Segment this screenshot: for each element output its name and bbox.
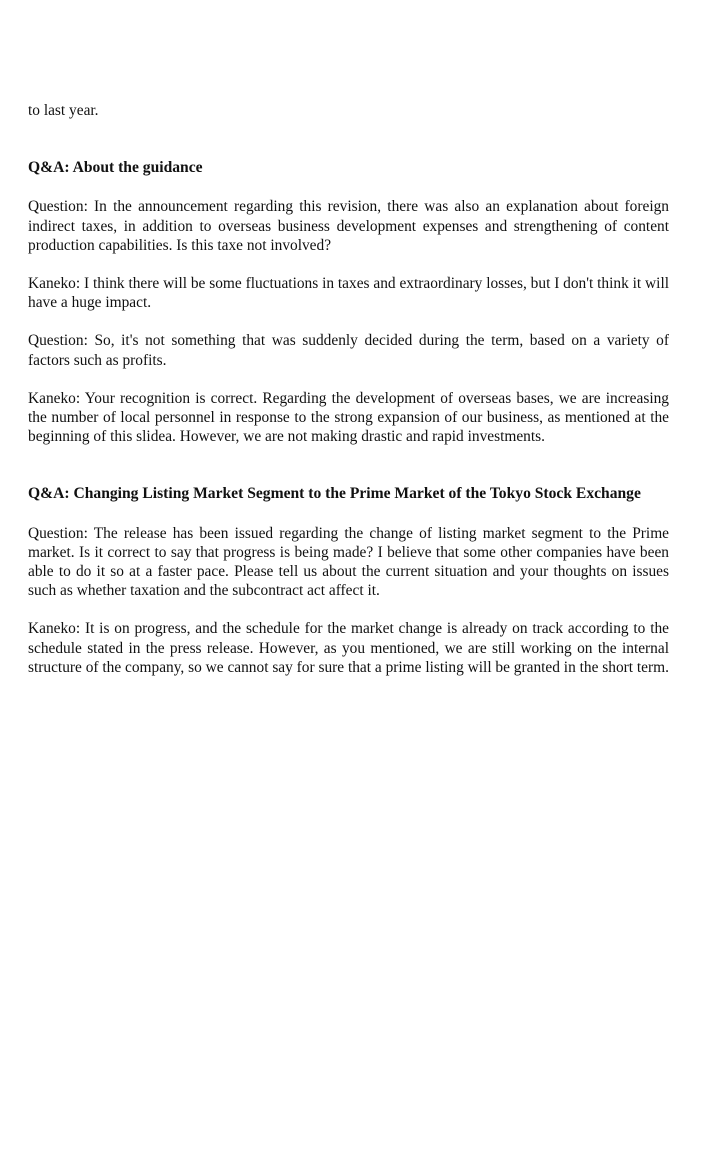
answer-paragraph: Kaneko: I think there will be some fluctuations in taxes and extraordinary losses, but I don't think it will have a huge impact. xyxy=(28,275,669,312)
question-paragraph: Question: So, it's not something that was suddenly decided during the term, based on a variety of factors such as profits. xyxy=(28,332,669,369)
answer-paragraph: Kaneko: Your recognition is correct. Regarding the development of overseas bases, we are increasing the number of local personnel in response to the strong expansion of our business, as mentioned at the beginning of this slidea. However, we are not making drastic and rapid investments. xyxy=(28,389,669,446)
section-prime-market xyxy=(28,484,669,677)
question-paragraph: Question: The release has been issued regarding the change of listing market segment to the Prime market. Is it correct to say that progress is being made? I believe that some other companies have been able to do it so at a faster pace. Please tell us about the current situation and your thoughts on issues such as whether taxation and the subcontract act affect it. xyxy=(28,524,669,600)
document-page xyxy=(28,101,669,677)
lead-text: to last year. xyxy=(28,102,99,119)
question-paragraph: Question: In the announcement regarding this revision, there was also an explanation about foreign indirect taxes, in addition to overseas business development expenses and strengthening of content production capabilities. Is this taxe not involved? xyxy=(28,198,669,254)
answer-paragraph: Kaneko: It is on progress, and the schedule for the market change is already on track according to the schedule stated in the press release. However, as you mentioned, we are still working on the internal structure of the company, so we cannot say for sure that a prime listing will be granted in the short term. xyxy=(28,620,669,676)
section-heading: Q&A: About the guidance xyxy=(28,159,203,177)
section-guidance xyxy=(28,158,669,446)
section-heading: Q&A: Changing Listing Market Segment to the Prime Market of the Tokyo Stock Exchange xyxy=(28,485,641,503)
